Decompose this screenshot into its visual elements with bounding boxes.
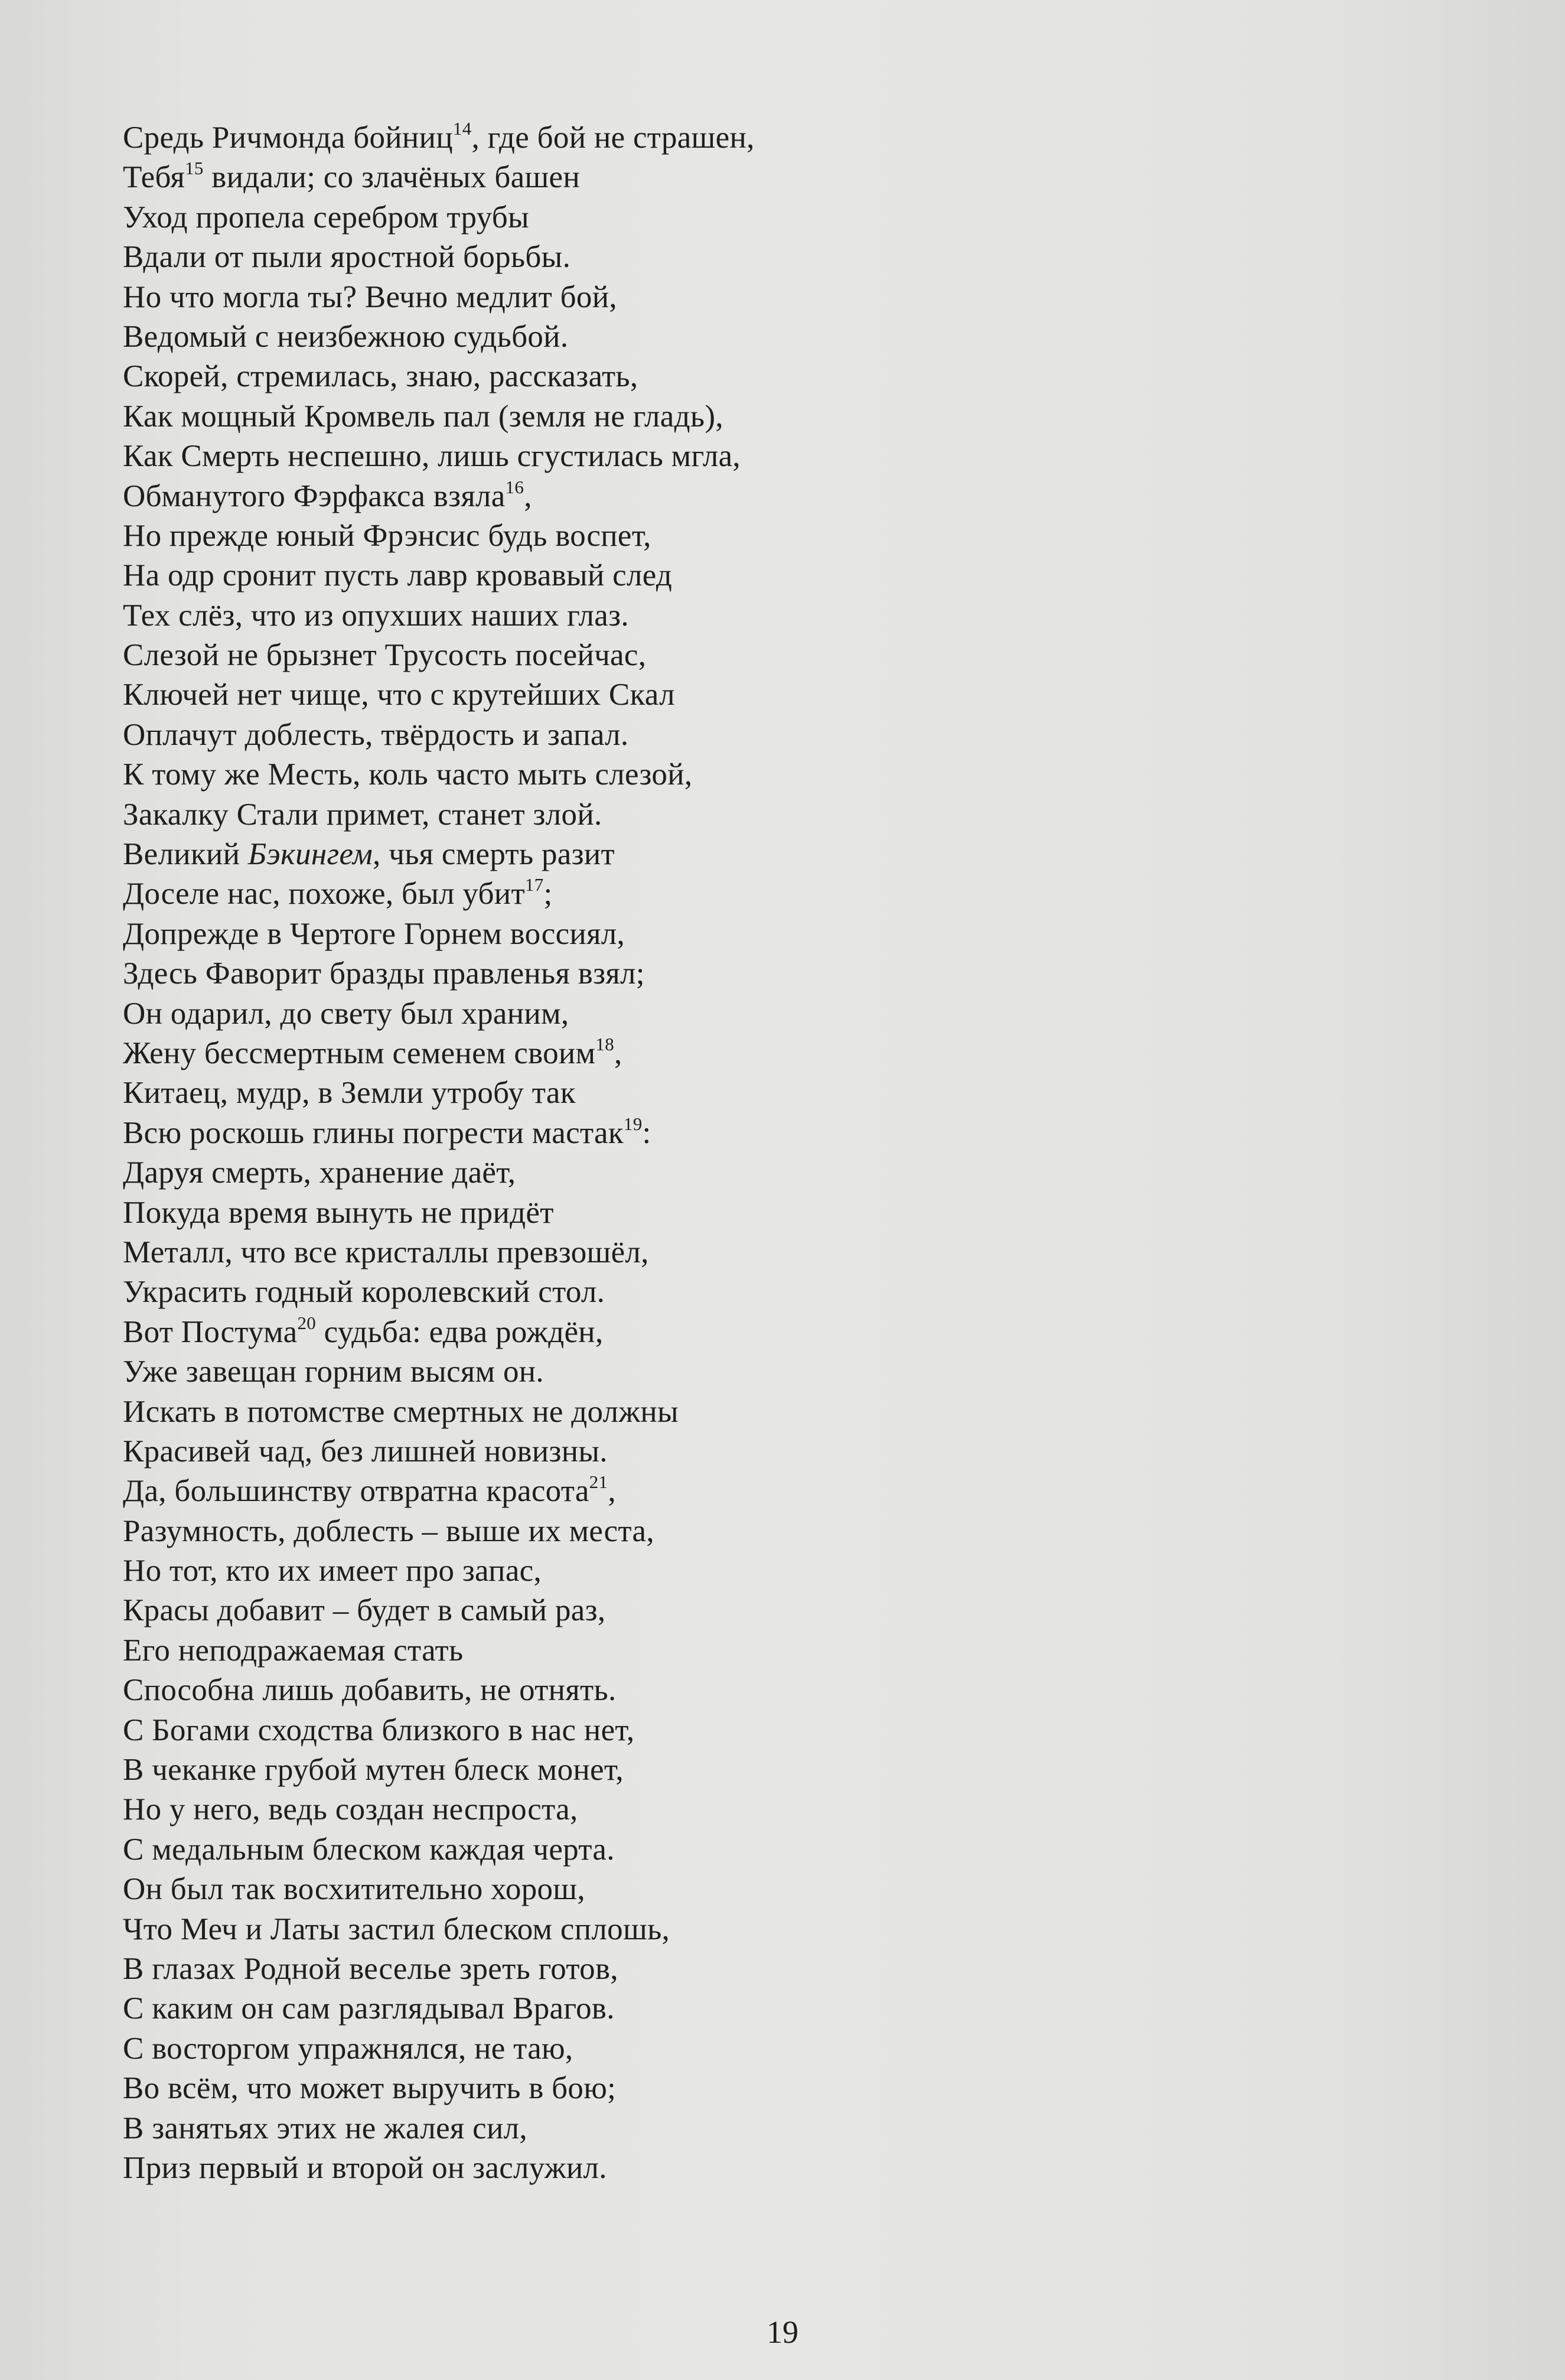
line-text: ,: [608, 1474, 616, 1509]
line-text: , где бой не страшен,: [471, 121, 755, 155]
line-text: Вдали от пыли яростной борьбы.: [123, 240, 571, 275]
poem-line: [123, 914, 1245, 954]
poem-line: [123, 1313, 1245, 1352]
line-text: Но прежде юный Фрэнсис будь воспет,: [123, 518, 651, 553]
poem-line: [123, 477, 1245, 516]
poem-line: [123, 516, 1245, 556]
poem-line: [123, 1034, 1245, 1073]
poem-line: [123, 1949, 1245, 1989]
line-text: С медальным блеском каждая черта.: [123, 1832, 615, 1867]
poem-line: [123, 1790, 1245, 1829]
poem-line: [123, 675, 1245, 715]
line-text: С Богами сходства близкого в нас нет,: [123, 1712, 635, 1747]
poem-line: [123, 1392, 1245, 1432]
line-text: Красы добавит – будет в самый раз,: [123, 1593, 606, 1628]
poem-line: [123, 1711, 1245, 1750]
poem-line: [123, 397, 1245, 437]
line-text: Закалку Стали примет, станет злой.: [123, 797, 602, 832]
line-text: Оплачут доблесть, твёрдость и запал.: [123, 717, 629, 752]
poem-line: [123, 1193, 1245, 1233]
line-text: Уход пропела серебром трубы: [123, 200, 529, 235]
line-text: Красивей чад, без лишней новизны.: [123, 1434, 608, 1469]
poem-line: [123, 1989, 1245, 2029]
poem-line: [123, 556, 1245, 595]
poem-line: [123, 1591, 1245, 1630]
poem-line: [123, 1671, 1245, 1710]
poem-line: [123, 994, 1245, 1034]
line-text: С восторгом упражнялся, не таю,: [123, 2031, 573, 2066]
line-text: Уже завещан горним высям он.: [123, 1355, 544, 1389]
italic-text: Бэкингем: [247, 837, 373, 872]
poem-line: [123, 1750, 1245, 1790]
footnote-marker: 18: [595, 1033, 615, 1054]
line-text: Вот Постума: [123, 1314, 298, 1349]
poem-line: [123, 2109, 1245, 2148]
line-text: Скорей, стремилась, знаю, рассказать,: [123, 359, 638, 394]
poem-line: [123, 317, 1245, 357]
footnote-marker: 16: [505, 476, 524, 497]
poem-line: [123, 1910, 1245, 1949]
poem-line: [123, 835, 1245, 874]
poem-line: [123, 636, 1245, 675]
line-text: Доселе нас, похоже, был убит: [123, 877, 525, 911]
poem-line: [123, 715, 1245, 755]
line-text: видали; со злачёных башен: [203, 160, 581, 195]
line-text: ;: [543, 877, 553, 911]
line-text: Во всём, что может выручить в бою;: [123, 2071, 617, 2106]
poem-line: [123, 1272, 1245, 1312]
poem-line: [123, 158, 1245, 197]
poem-line: [123, 1233, 1245, 1272]
line-text: Что Меч и Латы застил блеском сплошь,: [123, 1912, 670, 1946]
line-text: Приз первый и второй он заслужил.: [123, 2150, 607, 2185]
line-text: К тому же Месть, коль часто мыть слезой,: [123, 757, 693, 792]
line-text: ,: [614, 1036, 622, 1070]
poem-line: [123, 237, 1245, 277]
footnote-marker: 19: [623, 1113, 643, 1134]
line-text: Способна лишь добавить, не отнять.: [123, 1673, 617, 1708]
line-text: судьба: едва рождён,: [316, 1314, 604, 1349]
poem-line: [123, 596, 1245, 636]
line-text: ,: [524, 478, 532, 513]
line-text: Тебя: [123, 160, 185, 195]
poem-line: [123, 1551, 1245, 1591]
poem-text: [123, 118, 1245, 2188]
poem-line: [123, 1352, 1245, 1392]
line-text: Он был так восхитительно хорош,: [123, 1872, 585, 1907]
poem-line: [123, 1153, 1245, 1193]
poem-line: [123, 357, 1245, 396]
line-text: В чеканке грубой мутен блеск монет,: [123, 1753, 624, 1788]
line-text: Жену бессмертным семенем своим: [123, 1036, 596, 1070]
footnote-marker: 14: [452, 118, 472, 139]
poem-line: [123, 2069, 1245, 2108]
line-text: Даруя смерть, хранение даёт,: [123, 1155, 516, 1190]
line-text: :: [642, 1115, 651, 1150]
line-text: Искать в потомстве смертных не должны: [123, 1394, 679, 1429]
line-text: Всю роскошь глины погрести мастак: [123, 1115, 624, 1150]
footnote-marker: 17: [524, 874, 544, 896]
poem-line: [123, 1512, 1245, 1551]
poem-line: [123, 2148, 1245, 2188]
footnote-marker: 15: [185, 158, 204, 179]
line-text: Слезой не брызнет Трусость посейчас,: [123, 638, 647, 673]
line-text: Украсить годный королевский стол.: [123, 1275, 605, 1310]
line-text: Китаец, мудр, в Земли утробу так: [123, 1076, 576, 1111]
footnote-marker: 20: [297, 1312, 317, 1333]
poem-line: [123, 437, 1245, 476]
line-text: Великий: [123, 837, 248, 872]
line-text: На одр сронит пусть лавр кровавый след: [123, 558, 673, 593]
poem-line: [123, 874, 1245, 914]
line-text: В занятьях этих не жалея сил,: [123, 2111, 527, 2145]
line-text: Он одарил, до свету был храним,: [123, 996, 569, 1031]
line-text: Ключей нет чище, что с крутейших Скал: [123, 678, 675, 712]
line-text: Но что могла ты? Вечно медлит бой,: [123, 279, 617, 314]
poem-line: [123, 1114, 1245, 1153]
footnote-marker: 21: [589, 1471, 608, 1493]
line-text: Тех слёз, что из опухших наших глаз.: [123, 598, 629, 633]
line-text: Покуда время вынуть не придёт: [123, 1195, 554, 1230]
poem-line: [123, 118, 1245, 158]
line-text: Разумность, доблесть – выше их места,: [123, 1513, 654, 1548]
line-text: В глазах Родной веселье зреть готов,: [123, 1951, 618, 1986]
line-text: Средь Ричмонда бойниц: [123, 121, 453, 155]
line-text: Но тот, кто их имеет про запас,: [123, 1554, 542, 1588]
poem-line: [123, 1073, 1245, 1113]
poem-line: [123, 198, 1245, 237]
line-text: Ведомый с неизбежною судьбой.: [123, 319, 569, 354]
line-text: , чья смерть разит: [373, 837, 615, 872]
line-text: Как Смерть неспешно, лишь сгустилась мгла,: [123, 439, 741, 474]
page-number: 19: [767, 2314, 798, 2350]
line-text: Здесь Фаворит бразды правленья взял;: [123, 956, 645, 991]
poem-line: [123, 795, 1245, 835]
poem-line: [123, 1631, 1245, 1671]
poem-line: [123, 1830, 1245, 1870]
poem-line: [123, 954, 1245, 994]
poem-line: [123, 755, 1245, 795]
poem-line: [123, 2029, 1245, 2069]
line-text: Да, большинству отвратна красота: [123, 1474, 589, 1509]
line-text: Но у него, ведь создан неспроста,: [123, 1792, 578, 1827]
poem-line: [123, 1471, 1245, 1511]
line-text: Допрежде в Чертоге Горнем воссиял,: [123, 916, 625, 951]
line-text: Металл, что все кристаллы превзошёл,: [123, 1235, 649, 1269]
line-text: С каким он сам разглядывал Врагов.: [123, 1991, 615, 2026]
line-text: Как мощный Кромвель пал (земля не гладь),: [123, 399, 723, 434]
line-text: Его неподражаемая стать: [123, 1633, 464, 1668]
poem-line: [123, 278, 1245, 317]
poem-line: [123, 1870, 1245, 1909]
poem-line: [123, 1432, 1245, 1471]
line-text: Обманутого Фэрфакса взяла: [123, 478, 506, 513]
